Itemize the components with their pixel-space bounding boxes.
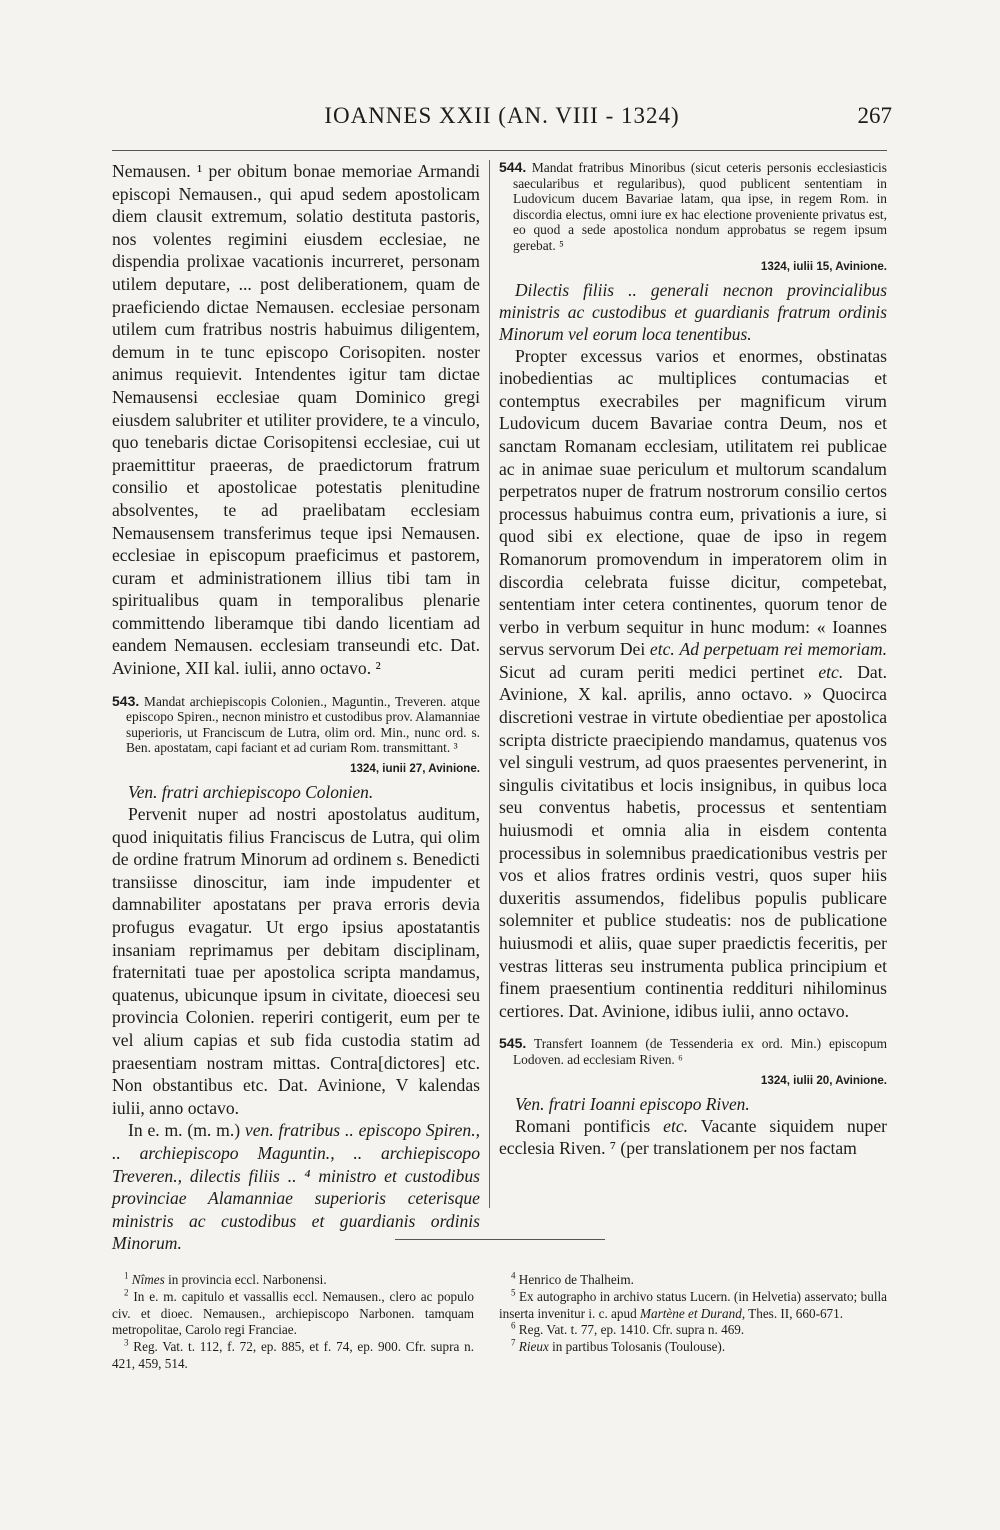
in-eundem-prefix: In e. m. (m. m.) <box>128 1120 245 1141</box>
header-rule <box>112 150 887 151</box>
etc-italic: etc. <box>663 1115 689 1136</box>
footnote-4 <box>499 1272 887 1289</box>
entry-544-text-part: Sicut ad curam periti medici pertinet <box>499 661 819 682</box>
continuation-text: Nemausen. ¹ per obitum bonae memoriae Armandi episcopi Nemausen., qui apud sedem apostolicam diem clausit extremum, solatio destituta pastoris, nos volentes regimini eiusdem ecclesiae, ne dispendia prolixae vacationis incurreret, personam utilem deputare, ... post deliberationem, quam de praeficiendo dictae Nemausen. ecclesiae personam utilem cum fratribus nostris habuimus diligentem, demum in te tunc episcopo Corisopiten. noster animus requievit. Intendentes igitur tam dictae Nemausensi ecclesiae quam Dominico gregi eiusdem salubriter et utiliter providere, te a vinculo, quo tenebaris dictae Corisopitensi ecclesiae, cui ut praemittitur praeeras, de praedictorum fratrum consilio et apostolicae potestatis plenitudine absolventes, te ad praelibatam ecclesiam Nemausensem transferimus teque ipsi Nemausen. ecclesiae in episcopum praeficimus et pastorem, curam et administrationem illius tibi tam in spiritualibus quam in temporalibus plenarie committendo liberamque tibi dando licentiam ad eandem Nemausen. ecclesiam transeundi etc. Dat. Avinione, XII kal. iulii, anno octavo. ² <box>112 161 480 679</box>
footnote-text: Reg. Vat. t. 77, ep. 1410. Cfr. supra n. 469. <box>518 1322 745 1338</box>
entry-544-dateline: 1324, iulii 15, Avinione. <box>760 259 887 273</box>
entry-545-text-part: Vacante siquidem nuper ecclesia Riven. ⁷ (per translationem per nos factam <box>499 1115 887 1159</box>
entry-543-summary-text: Mandat archiepiscopis Colonien., Maguntin., Treveren. atque episcopo Spiren., necnon ministro et custodibus prov. Alamanniae superioris, ut Franciscum de Lutra, olim ord. Min., nunc ord. s. Ben. apostatam, capi faciant et ad curiam Rom. transmittant. ³ <box>126 693 480 756</box>
footnote-6 <box>499 1322 887 1339</box>
right-column <box>499 160 887 1160</box>
footnote-2 <box>112 1289 474 1339</box>
footnote-text: In e. m. capitulo et vassallis eccl. Nemausen., clero ac populo civ. et dioec. Nemausen., archiepiscopo Narbonen. tamquam metropolitae, Carolo regi Franciae. <box>112 1288 474 1338</box>
entry-545-summary <box>499 1036 887 1067</box>
page-header <box>112 103 892 139</box>
footnote-marker: 5 <box>511 1287 516 1298</box>
footnote-italic: Martène et Durand <box>640 1305 742 1321</box>
entry-543-summary <box>112 694 480 756</box>
footnote-1 <box>112 1272 474 1289</box>
footnote-3 <box>112 1339 474 1373</box>
entry-544-text-part: Dat. Avinione, X kal. aprilis, anno octavo. » Quocirca discretioni vestrae in virtute obedientiae per apostolica scripta districte praecipiendo mandamus, quatenus vos vel singuli vestrum, ad quos praesentes pervenerint, in singulis civitatibus et locis insignibus, in quibus loca seu conventus habetis, processus et sententiam huiusmodi et omnia alia in eisdem contenta processibus in solemnibus praedicationibus vestris per vos et alios fratres ordinis vestri, quos super hiis duxeritis assumendos, fidelibus populis publicare solemniter et publice studeatis: nos de publicatione huiusmodi et aliis, quae super praedictis feceritis, per vestras litteras seu instrumenta publica principium et finem praesentium continentia reddituri nihilominus certiores. Dat. Avinione, idibus iulii, anno octavo. <box>499 661 887 1021</box>
entry-544-summary-text: Mandat fratribus Minoribus (sicut ceteris personis ecclesiasticis saecularibus et regularibus), quod publicent sententiam in Ludovicum ducem Bavariae latam, qua ipse, in regem Rom. in discordia electus, omni iure ex hac electione proveniente privatus est, eo quod a sede apostolica nondum approbatus se regem ipsum gerebat. ⁵ <box>513 160 887 253</box>
entry-545-text-part: Romani pontificis <box>515 1115 664 1136</box>
entry-545-summary-text: Transfert Ioannem (de Tessenderia ex ord. Min.) episcopum Lodoven. ad ecclesiam Riven. ⁶ <box>513 1036 888 1067</box>
etc-italic: etc. <box>649 639 675 660</box>
entry-545-number: 545. <box>499 1035 527 1052</box>
footnote-marker: 6 <box>511 1321 516 1331</box>
entry-545-dateline: 1324, iulii 20, Avinione. <box>760 1073 887 1087</box>
entry-544-text-part: Propter excessus varios et enormes, obstinatas inobedientias ac multiplices contumacias et contemptus execrabiles per magnificum virum Ludovicum ducem Bavariae contra Deum, nos et sanctam Romanam ecclesiam, utilitatem rei publicae ac in animae suae periculum et multorum scandalum perpetratos nuper de fratrum nostrorum consilio certos processus habuimus contra eum, privationis a iure, si quod sibi ex electione, quae de ipso in regem Romanorum promovendum in imperatorem olim in discordia celebrata fuisse dicitur, competebat, sententiam inter cetera continentes, quorum tenor de verbo in verbum sequitur in hunc modum: « Ioannes servus servorum Dei <box>499 345 887 660</box>
footnote-text: Reg. Vat. t. 112, f. 72, ep. 885, et f. 74, ep. 900. Cfr. supra n. 421, 459, 514. <box>112 1339 474 1371</box>
footnote-italic: Rieux <box>518 1339 549 1355</box>
footnote-italic: Nîmes <box>131 1272 165 1287</box>
footnote-text: Henrico de Thalheim. <box>518 1272 634 1287</box>
entry-543-in-eundem <box>112 1119 480 1255</box>
entry-545-text <box>499 1115 887 1160</box>
entry-543-number: 543. <box>112 692 140 709</box>
footnote-text: in provincia eccl. Narbonensi. <box>164 1272 327 1287</box>
page-number: 267 <box>857 103 892 128</box>
etc-italic: etc. <box>818 661 844 682</box>
entry-544-text <box>499 345 887 1023</box>
entry-543-text: Pervenit nuper ad nostri apostolatus auditum, quod iniquitatis filius Franciscus de Lutra, qui olim de ordine fratrum Minorum ad ordinem s. Benedicti transiisse dinoscitur, iam inde impudenter et damnabiliter apostatans per prava erroris devia profugus evagatur. Ut ergo ipsius apostatantis insaniam reprimamus per debitam disciplinam, fraternitati tuae per apostolica scripta mandamus, quatenus, ubicunque ipsum in civitate, dioecesi seu provincia Colonien. reperiri contigerit, eum per te vel alium capias et sub fida custodia statim ad praesentiam nostram mittas. Contra[dictores] etc. Non obstantibus etc. Dat. Avinione, V kalendas iulii, anno octavo. <box>112 804 480 1118</box>
entry-544-number: 544. <box>499 159 527 175</box>
footnote-rule <box>395 1239 605 1240</box>
in-eundem-recipients: ven. fratribus .. episcopo Spiren., .. archiepiscopo Maguntin., .. archiepiscopo Treveren., dilectis filiis .. ⁴ ministro et custodibus provinciae Alamanniae superioris ceterisque ministris ac custodibus et guardianis ordinis Minorum. <box>112 1120 481 1254</box>
footnote-text: Ex autographo in archivo status Lucern. (in Helvetia) asservato; bulla inserta invenitur i. c. apud <box>499 1288 888 1321</box>
column-divider <box>489 160 490 1208</box>
entry-544-summary <box>499 160 887 254</box>
footnotes-left <box>112 1272 474 1373</box>
footnote-marker: 1 <box>124 1270 129 1281</box>
entry-543-dateline: 1324, iunii 27, Avinione. <box>350 762 480 776</box>
footnote-marker: 7 <box>511 1337 516 1348</box>
footnote-7 <box>499 1339 887 1356</box>
entry-545-address: Ven. fratri Ioanni episcopo Riven. <box>515 1093 750 1114</box>
footnote-5 <box>499 1289 887 1323</box>
running-title: IOANNES XXII (AN. VIII - 1324) <box>324 103 680 128</box>
footnote-text: , Thes. II, 660-671. <box>741 1305 844 1321</box>
ad-perpetuam-italic: Ad perpetuam rei memoriam. <box>679 639 887 660</box>
entry-544-address: Dilectis filiis .. generali necnon provincialibus ministris ac custodibus et guardianis fratrum ordinis Minorum vel eorum loca tenentibus. <box>499 279 887 344</box>
footnote-marker: 3 <box>124 1337 129 1348</box>
entry-543-address: Ven. fratri archiepiscopo Colonien. <box>128 782 374 803</box>
footnote-marker: 4 <box>511 1270 516 1281</box>
footnotes-right <box>499 1272 887 1356</box>
footnote-text: in partibus Tolosanis (Toulouse). <box>548 1339 726 1355</box>
left-column <box>112 160 480 1255</box>
footnote-marker: 2 <box>124 1287 129 1298</box>
